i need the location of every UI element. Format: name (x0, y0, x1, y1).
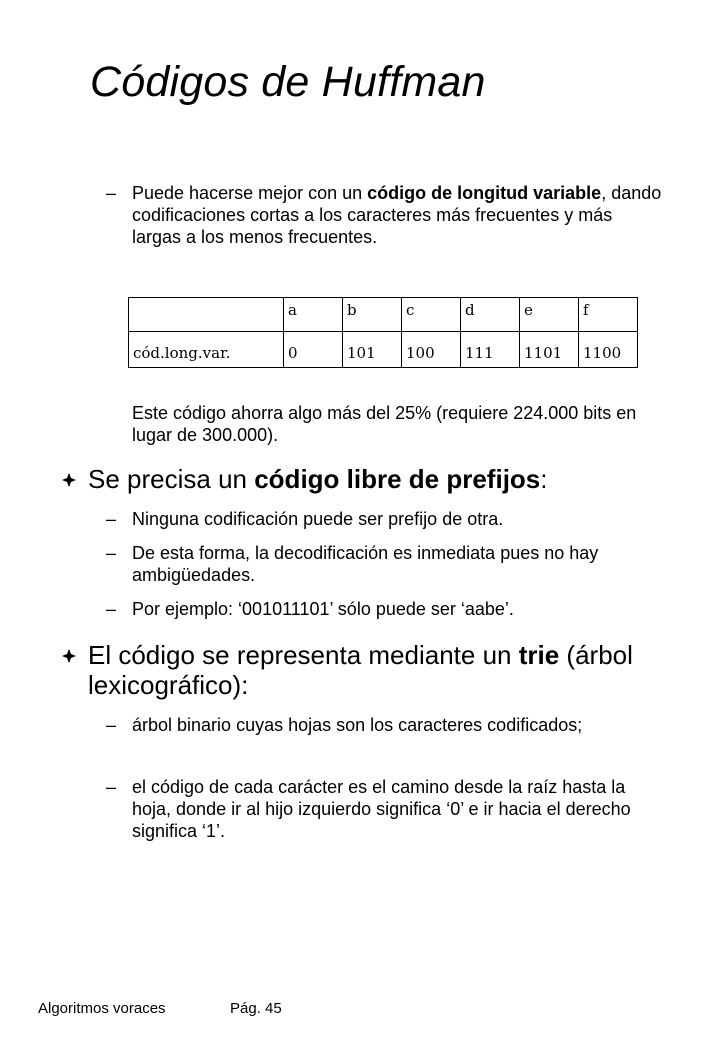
intro-text-part1: Puede hacerse mejor con un (132, 183, 368, 203)
intro-text-bold: código de longitud variable (367, 183, 602, 203)
page-title: Códigos de Huffman (90, 58, 486, 106)
bullet-prefix-free (62, 464, 682, 494)
footer-page-number: Pág. 45 (230, 1000, 282, 1017)
list-item (106, 598, 666, 620)
intro-item (106, 182, 666, 248)
bullet-text-post: : (540, 464, 548, 494)
dash-marker: – (106, 183, 117, 203)
table-header-cell: d (461, 298, 520, 332)
dash-marker: – (106, 715, 117, 735)
intro-text-part2: , dando codificaciones cortas a los caracteres más frecuentes y más largas a los menos frecuentes. (132, 183, 662, 247)
list-item-text: árbol binario cuyas hojas son los caracteres codificados; (132, 715, 583, 735)
list-item-text: Por ejemplo: ‘001011101’ sólo puede ser ‘aabe’. (132, 599, 514, 619)
code-table (128, 297, 638, 368)
table-cell: 111 (461, 332, 520, 368)
table-cell: 100 (402, 332, 461, 368)
bullet-text-pre: El código se representa mediante un (88, 640, 519, 670)
table-cell: 0 (284, 332, 343, 368)
intro-text (132, 182, 666, 248)
bullet-text-bold: trie (518, 640, 560, 670)
table-header-row (129, 298, 638, 332)
table-header-cell: c (402, 298, 461, 332)
table-row-label: cód.long.var. (129, 332, 284, 368)
bullet-text-bold: código libre de prefijos (254, 464, 541, 494)
table-header-cell: f (579, 298, 638, 332)
table-cell: 1101 (520, 332, 579, 368)
table-cell: 101 (343, 332, 402, 368)
saving-text: Este código ahorra algo más del 25% (requiere 224.000 bits en lugar de 300.000). (132, 403, 637, 445)
bullet-text (88, 464, 682, 494)
list-item (106, 714, 666, 736)
list-item (106, 776, 666, 842)
dash-marker: – (106, 777, 117, 797)
dash-marker: – (106, 599, 117, 619)
list-item (106, 542, 666, 586)
table-header-cell: e (520, 298, 579, 332)
diamond-bullet-icon (62, 473, 76, 487)
diamond-bullet-icon (62, 649, 76, 663)
table-header-cell: a (284, 298, 343, 332)
table-cell: 1100 (579, 332, 638, 368)
table-row (129, 332, 638, 368)
table-header-cell: b (343, 298, 402, 332)
footer-course: Algoritmos voraces (38, 1000, 166, 1017)
list-item (106, 508, 666, 530)
bullet-text-pre: Se precisa un (88, 464, 255, 494)
dash-marker: – (106, 543, 117, 563)
table-corner-cell (129, 298, 284, 332)
bullet-text (88, 640, 682, 700)
list-item-text: el código de cada carácter es el camino desde la raíz hasta la hoja, donde ir al hijo izquierdo significa ‘0’ e ir hacia el derecho significa ‘1’. (132, 777, 631, 841)
dash-marker: – (106, 509, 117, 529)
list-item-text: Ninguna codificación puede ser prefijo de otra. (132, 509, 504, 529)
bullet-trie (62, 640, 682, 700)
list-item-text: De esta forma, la decodificación es inmediata pues no hay ambigüedades. (132, 543, 599, 585)
bullet-text-post: (árbol lexicográfico): (88, 640, 633, 700)
